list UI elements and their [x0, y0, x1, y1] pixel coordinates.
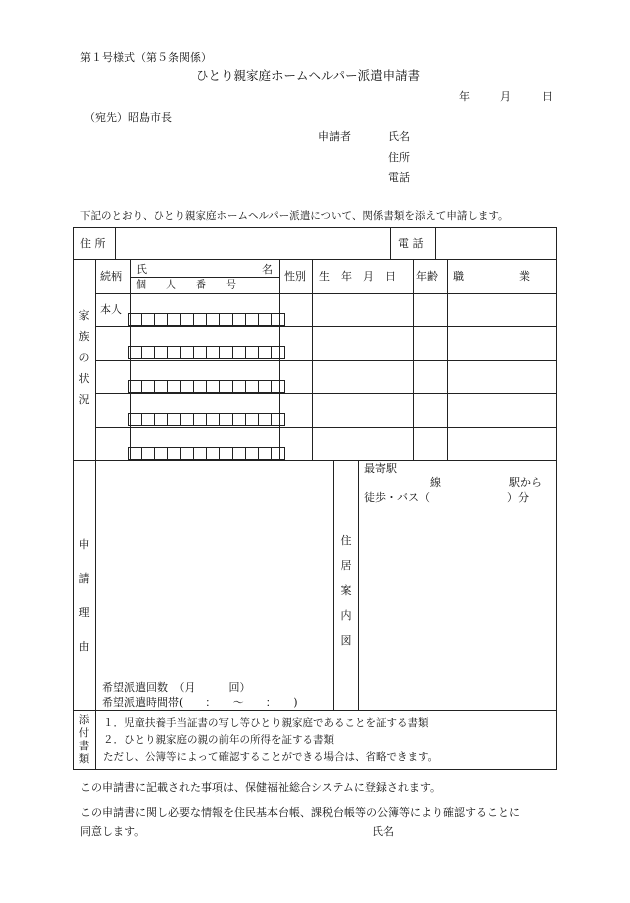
consent-note-line2: 同意します。	[80, 825, 146, 838]
address-label: 住 所	[80, 237, 106, 250]
consent-name-label: 氏名	[372, 825, 394, 838]
date-day: 日	[542, 90, 553, 103]
from-station-label: 駅から	[509, 476, 542, 489]
address-input[interactable]	[117, 229, 389, 258]
consent-note-line1: この申請書に関し必要な情報を住民基本台帳、課税台帳等の公簿等により確認することに	[80, 806, 520, 819]
intro-text: 下記のとおり、ひとり親家庭ホームヘルパー派遣について、関係書類を添えて申請します。	[80, 210, 509, 222]
walk-bus-minutes: 徒歩・バス（ ）分	[364, 491, 529, 504]
desired-hours: 希望派遣時間帯( ： 〜 ： )	[102, 696, 298, 709]
header-personal-number: 個 人 番 号	[136, 280, 236, 291]
personal-number-row-4[interactable]	[128, 413, 285, 426]
form-number: 第１号様式（第５条関係）	[80, 51, 212, 64]
header-name-family: 氏	[136, 263, 147, 276]
attach-item-1: １．児童扶養手当証書の写し等ひとり親家庭であることを証する書類	[103, 717, 429, 729]
personal-number-row-5[interactable]	[128, 447, 285, 460]
attach-note: ただし、公簿等によって確認することができる場合は、省略できます。	[103, 751, 439, 763]
personal-number-row-1[interactable]	[128, 313, 285, 326]
header-occupation: 職 業	[453, 270, 530, 283]
personal-number-row-2[interactable]	[128, 346, 285, 359]
date-month: 月	[500, 90, 511, 103]
addressee: （宛先）昭島市長	[84, 111, 172, 124]
map-drawing-area[interactable]	[360, 506, 555, 708]
form-title: ひとり親家庭ホームヘルパー派遣申請書	[196, 68, 421, 83]
date-year: 年	[459, 90, 470, 103]
registration-note: この申請書に記載された事項は、保健福祉総合システムに登録されます。	[80, 781, 442, 794]
reason-side-label: 申請理由	[78, 538, 90, 653]
relation-self: 本人	[100, 303, 122, 316]
family-side-label: 家族の状況	[78, 309, 90, 406]
header-name-given: 名	[262, 263, 273, 276]
header-birthdate: 生 年 月 日	[319, 270, 396, 283]
desired-visits: 希望派遣回数 （月 回）	[102, 681, 251, 694]
map-side-label: 住居案内図	[340, 534, 352, 647]
applicant-name-label: 氏名	[388, 130, 410, 143]
nearest-station-label: 最寄駅	[364, 462, 397, 475]
line-label: 線	[430, 476, 441, 489]
phone-label: 電 話	[398, 237, 424, 250]
applicant-phone-label: 電話	[388, 171, 410, 184]
attach-item-2: ２．ひとり親家庭の親の前年の所得を証する書類	[103, 734, 334, 746]
applicant-label: 申請者	[318, 130, 351, 143]
phone-input[interactable]	[437, 229, 555, 258]
header-relation: 続柄	[100, 270, 122, 283]
personal-number-row-3[interactable]	[128, 380, 285, 393]
reason-input[interactable]	[97, 462, 331, 677]
header-age: 年齢	[416, 270, 438, 283]
attach-side-label: 添付書類	[78, 714, 90, 765]
header-sex: 性別	[284, 270, 306, 283]
applicant-address-label: 住所	[388, 151, 410, 164]
